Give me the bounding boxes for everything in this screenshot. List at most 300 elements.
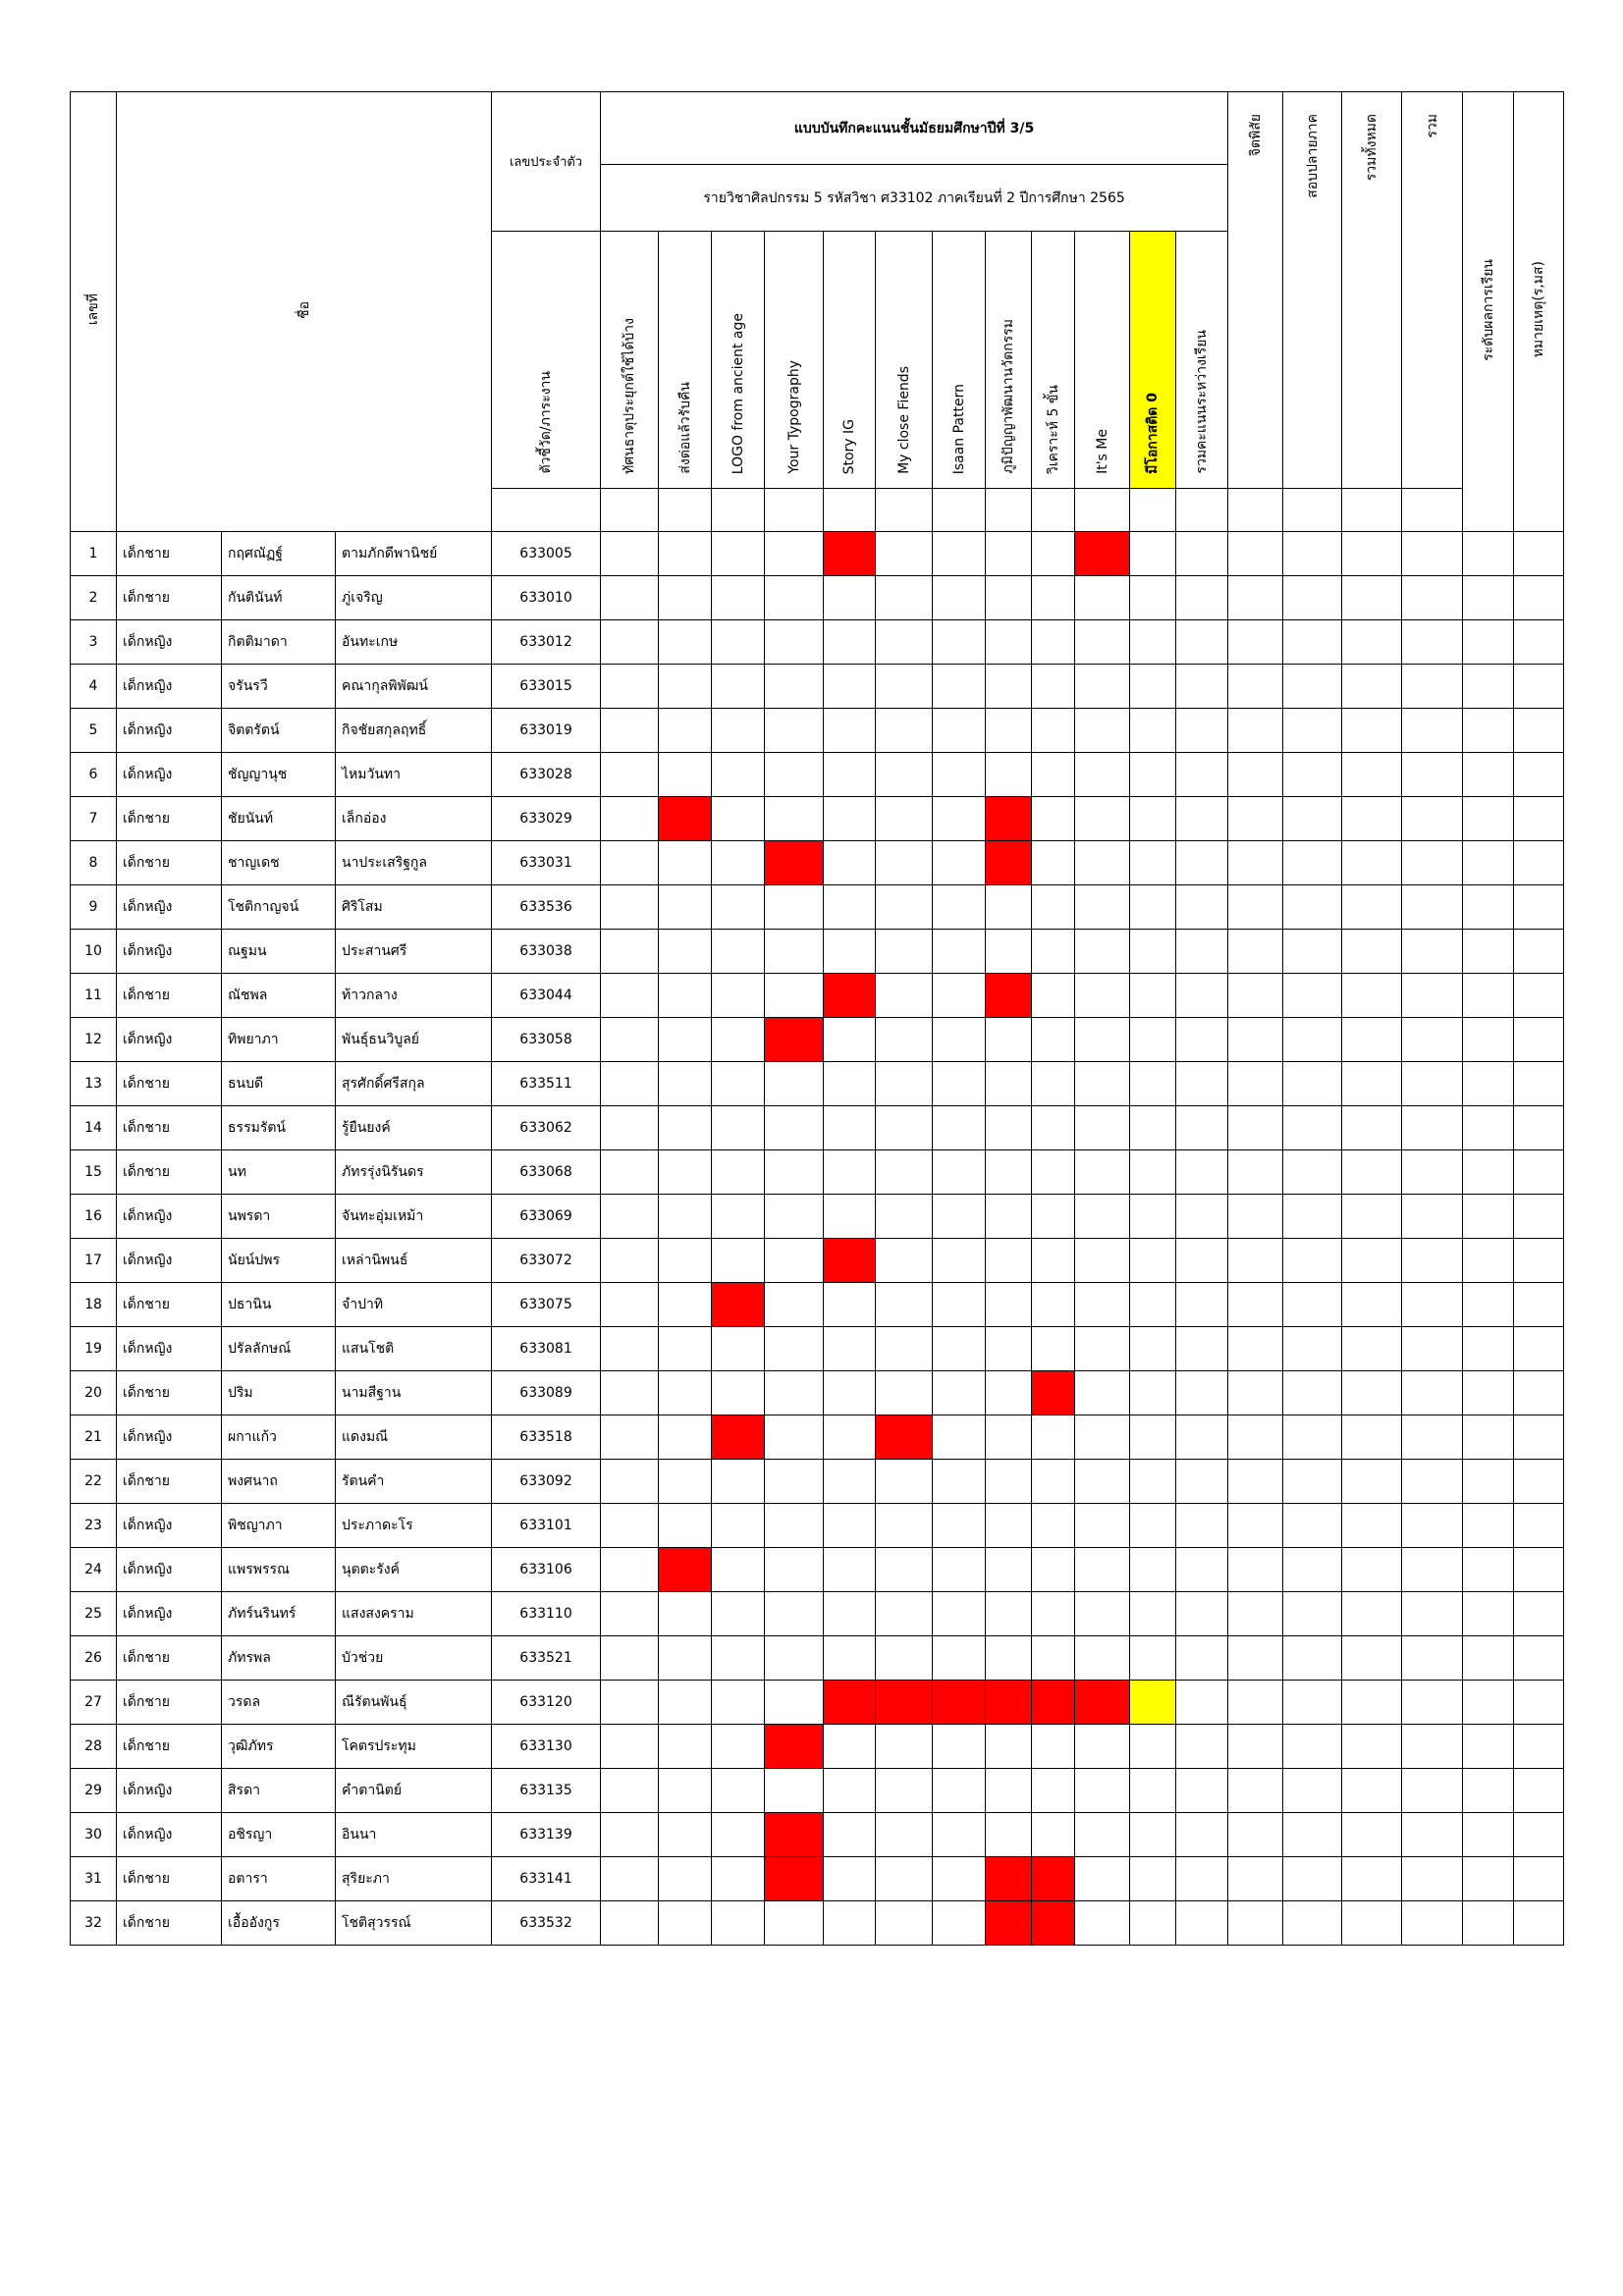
task-cell — [712, 576, 765, 620]
task-cell — [933, 1460, 986, 1504]
task-cell — [659, 1195, 712, 1239]
sheet-title: แบบบันทึกคะแนนชั้นมัธยมศึกษาปีที่ 3/5 — [601, 92, 1228, 165]
task-cell — [876, 1371, 933, 1415]
student-no: 22 — [71, 1460, 117, 1504]
task-cell — [712, 1592, 765, 1636]
task-cell — [712, 1150, 765, 1195]
at-risk-cell — [1130, 532, 1176, 576]
task-cell — [712, 1813, 765, 1857]
student-id: 633044 — [492, 974, 601, 1018]
total-cell — [1176, 885, 1228, 930]
right-cell — [1342, 1636, 1402, 1681]
task-cell — [1032, 1504, 1075, 1548]
task-cell — [876, 1283, 933, 1327]
right-cell — [1402, 1460, 1463, 1504]
right-cell — [1402, 709, 1463, 753]
right-cell — [1463, 532, 1514, 576]
task-cell — [1032, 1150, 1075, 1195]
task-cell — [1032, 1460, 1075, 1504]
right-cell — [1228, 1725, 1283, 1769]
right-cell — [1514, 1504, 1564, 1548]
total-cell — [1176, 532, 1228, 576]
table-row — [71, 665, 1564, 709]
at-risk-cell — [1130, 1106, 1176, 1150]
right-cell — [1402, 974, 1463, 1018]
student-prefix: เด็กชาย — [117, 841, 222, 885]
task-cell — [765, 1150, 824, 1195]
table-row — [71, 1725, 1564, 1769]
task-cell — [824, 1725, 876, 1769]
task-cell — [765, 1460, 824, 1504]
student-prefix: เด็กหญิง — [117, 1813, 222, 1857]
task-cell — [712, 753, 765, 797]
task-cell — [1032, 620, 1075, 665]
student-last-name: ตามภักดีพานิชย์ — [336, 532, 492, 576]
student-no: 14 — [71, 1106, 117, 1150]
task-cell — [986, 1504, 1032, 1548]
student-no: 26 — [71, 1636, 117, 1681]
student-no: 27 — [71, 1681, 117, 1725]
task-cell — [986, 1283, 1032, 1327]
at-risk-cell — [1130, 576, 1176, 620]
student-first-name: วรดล — [222, 1681, 336, 1725]
task-cell — [601, 1239, 659, 1283]
task-cell — [824, 930, 876, 974]
task-cell — [1075, 576, 1130, 620]
task-cell — [876, 1857, 933, 1901]
task-cell — [933, 930, 986, 974]
student-first-name: ภัทรพล — [222, 1636, 336, 1681]
table-row — [71, 974, 1564, 1018]
task-cell — [876, 1327, 933, 1371]
task-cell — [1075, 1106, 1130, 1150]
table-row — [71, 1327, 1564, 1371]
task-cell-missing — [1032, 1901, 1075, 1946]
task-cell — [1032, 841, 1075, 885]
task-cell — [765, 1283, 824, 1327]
student-prefix: เด็กชาย — [117, 1901, 222, 1946]
task-cell — [601, 1857, 659, 1901]
right-cell — [1228, 885, 1283, 930]
task-cell — [601, 841, 659, 885]
blank-header-cell — [1402, 489, 1463, 532]
task-cell — [765, 1548, 824, 1592]
task-cell — [601, 1813, 659, 1857]
task-cell — [601, 885, 659, 930]
at-risk-cell — [1130, 885, 1176, 930]
total-cell — [1176, 930, 1228, 974]
blank-header-cell — [1130, 489, 1176, 532]
total-cell — [1176, 974, 1228, 1018]
table-row — [71, 1548, 1564, 1592]
task-cell — [1032, 1018, 1075, 1062]
task-cell — [659, 1901, 712, 1946]
right-cell — [1228, 532, 1283, 576]
task-cell-missing — [876, 1681, 933, 1725]
right-cell — [1283, 1857, 1342, 1901]
right-cell — [1463, 1283, 1514, 1327]
task-cell — [712, 841, 765, 885]
task-cell — [933, 1901, 986, 1946]
task-cell-missing — [712, 1283, 765, 1327]
blank-header-cell — [1075, 489, 1130, 532]
student-first-name: ชาญเดช — [222, 841, 336, 885]
at-risk-cell — [1130, 1769, 1176, 1813]
task-cell — [824, 797, 876, 841]
header-right-1: สอบปลายภาค — [1283, 92, 1342, 489]
right-cell — [1514, 1018, 1564, 1062]
right-cell — [1514, 753, 1564, 797]
task-cell — [765, 753, 824, 797]
task-header-total: รวมคะแนนระหว่างเรียน — [1176, 232, 1228, 489]
task-cell — [712, 1857, 765, 1901]
task-cell — [1075, 1725, 1130, 1769]
right-cell — [1342, 576, 1402, 620]
task-cell — [824, 1195, 876, 1239]
right-cell — [1228, 1195, 1283, 1239]
right-cell — [1342, 709, 1402, 753]
at-risk-cell — [1130, 1283, 1176, 1327]
student-id: 633092 — [492, 1460, 601, 1504]
header-indicator: ตัวชี้วัด/ภาระงาน — [492, 232, 601, 489]
task-cell — [933, 885, 986, 930]
at-risk-cell — [1130, 1548, 1176, 1592]
task-cell — [765, 620, 824, 665]
right-cell — [1463, 1195, 1514, 1239]
task-cell — [1075, 797, 1130, 841]
task-cell — [986, 620, 1032, 665]
header-student-id: เลขประจำตัว — [492, 92, 601, 232]
right-cell — [1402, 753, 1463, 797]
task-cell — [601, 1460, 659, 1504]
right-cell — [1342, 1283, 1402, 1327]
right-cell — [1514, 665, 1564, 709]
right-cell — [1342, 1548, 1402, 1592]
student-no: 15 — [71, 1150, 117, 1195]
student-first-name: อชิรญา — [222, 1813, 336, 1857]
task-cell — [1032, 1592, 1075, 1636]
task-cell — [601, 1769, 659, 1813]
total-cell — [1176, 709, 1228, 753]
right-cell — [1463, 1106, 1514, 1150]
right-cell — [1463, 1725, 1514, 1769]
right-cell — [1342, 1592, 1402, 1636]
student-no: 6 — [71, 753, 117, 797]
task-cell-missing — [933, 1681, 986, 1725]
right-cell — [1402, 1327, 1463, 1371]
right-cell — [1402, 841, 1463, 885]
right-cell — [1463, 974, 1514, 1018]
task-cell-missing — [824, 1681, 876, 1725]
right-cell — [1283, 1592, 1342, 1636]
task-cell — [765, 1239, 824, 1283]
right-cell — [1402, 1415, 1463, 1460]
task-cell — [876, 930, 933, 974]
task-cell — [876, 1150, 933, 1195]
total-cell — [1176, 1460, 1228, 1504]
right-cell — [1402, 1062, 1463, 1106]
student-id: 633089 — [492, 1371, 601, 1415]
task-cell — [933, 576, 986, 620]
task-cell — [765, 709, 824, 753]
task-cell — [876, 620, 933, 665]
student-prefix: เด็กหญิง — [117, 885, 222, 930]
task-cell — [824, 841, 876, 885]
total-cell — [1176, 1150, 1228, 1195]
task-cell — [712, 1636, 765, 1681]
right-cell — [1514, 1548, 1564, 1592]
right-cell — [1228, 1239, 1283, 1283]
task-cell — [601, 620, 659, 665]
student-last-name: คณากุลพิพัฒน์ — [336, 665, 492, 709]
task-cell — [1075, 1548, 1130, 1592]
right-cell — [1463, 1636, 1514, 1681]
student-last-name: ท้าวกลาง — [336, 974, 492, 1018]
task-cell — [659, 1415, 712, 1460]
task-cell — [933, 1239, 986, 1283]
task-cell — [824, 1901, 876, 1946]
task-cell-missing — [824, 974, 876, 1018]
student-first-name: โชติกาญจน์ — [222, 885, 336, 930]
right-cell — [1514, 1415, 1564, 1460]
right-cell — [1402, 1239, 1463, 1283]
task-cell — [601, 1062, 659, 1106]
task-cell-missing — [1032, 1857, 1075, 1901]
student-prefix: เด็กชาย — [117, 1062, 222, 1106]
task-cell-missing — [986, 974, 1032, 1018]
at-risk-cell — [1130, 620, 1176, 665]
task-cell — [876, 709, 933, 753]
task-cell — [824, 1592, 876, 1636]
right-cell — [1463, 1415, 1514, 1460]
task-cell — [659, 1725, 712, 1769]
student-last-name: สุรศักดิ์ศรีสกุล — [336, 1062, 492, 1106]
task-cell — [712, 1239, 765, 1283]
student-id: 633068 — [492, 1150, 601, 1195]
right-cell — [1463, 1371, 1514, 1415]
task-cell — [876, 1813, 933, 1857]
task-cell — [601, 709, 659, 753]
right-cell — [1228, 1857, 1283, 1901]
task-cell — [1032, 1415, 1075, 1460]
student-no: 7 — [71, 797, 117, 841]
task-cell-missing — [986, 1681, 1032, 1725]
task-cell — [824, 1283, 876, 1327]
right-cell — [1283, 665, 1342, 709]
task-cell — [986, 709, 1032, 753]
total-cell — [1176, 1636, 1228, 1681]
header-name-label: ชื่อ — [296, 300, 312, 319]
table-row — [71, 1106, 1564, 1150]
task-cell — [876, 576, 933, 620]
student-last-name: เล็กอ่อง — [336, 797, 492, 841]
task-cell — [765, 1769, 824, 1813]
task-header-4: Story IG — [824, 232, 876, 489]
task-cell — [765, 1195, 824, 1239]
task-cell — [601, 1636, 659, 1681]
task-cell — [1032, 665, 1075, 709]
task-cell — [712, 1327, 765, 1371]
task-cell-missing — [986, 1857, 1032, 1901]
right-cell — [1402, 665, 1463, 709]
right-cell — [1228, 1106, 1283, 1150]
student-id: 633536 — [492, 885, 601, 930]
right-cell — [1342, 620, 1402, 665]
right-cell — [1514, 1901, 1564, 1946]
student-no: 31 — [71, 1857, 117, 1901]
student-id: 633038 — [492, 930, 601, 974]
task-cell — [986, 1239, 1032, 1283]
at-risk-cell — [1130, 1150, 1176, 1195]
right-cell — [1283, 532, 1342, 576]
task-header-7: ภูมิปัญญาพัฒนานวัตกรรม — [986, 232, 1032, 489]
right-cell — [1228, 797, 1283, 841]
task-cell — [986, 1106, 1032, 1150]
total-cell — [1176, 1195, 1228, 1239]
task-cell — [712, 709, 765, 753]
task-cell — [601, 1150, 659, 1195]
task-header-8: วิเคราะห์ 5 ขั้น — [1032, 232, 1075, 489]
right-cell — [1514, 1150, 1564, 1195]
right-cell — [1342, 1062, 1402, 1106]
student-first-name: ผกาแก้ว — [222, 1415, 336, 1460]
at-risk-cell — [1130, 930, 1176, 974]
header-name — [117, 92, 492, 532]
task-cell — [1075, 1415, 1130, 1460]
table-row — [71, 532, 1564, 576]
task-cell — [601, 1327, 659, 1371]
task-cell — [933, 841, 986, 885]
table-row — [71, 1150, 1564, 1195]
right-cell — [1228, 576, 1283, 620]
student-prefix: เด็กหญิง — [117, 1327, 222, 1371]
task-cell — [765, 1504, 824, 1548]
task-cell — [659, 709, 712, 753]
student-prefix: เด็กหญิง — [117, 620, 222, 665]
student-first-name: กันตินันท์ — [222, 576, 336, 620]
right-cell — [1283, 576, 1342, 620]
task-cell — [712, 1195, 765, 1239]
right-cell — [1228, 620, 1283, 665]
right-cell — [1283, 1150, 1342, 1195]
student-prefix: เด็กหญิง — [117, 753, 222, 797]
student-last-name: รัตนคำ — [336, 1460, 492, 1504]
student-first-name: พิชญาภา — [222, 1504, 336, 1548]
student-last-name: นาประเสริฐกูล — [336, 841, 492, 885]
student-no: 4 — [71, 665, 117, 709]
task-cell — [1032, 1283, 1075, 1327]
right-cell — [1514, 1327, 1564, 1371]
task-cell — [1032, 576, 1075, 620]
at-risk-cell — [1130, 1592, 1176, 1636]
table-row — [71, 885, 1564, 930]
task-cell — [712, 1371, 765, 1415]
task-cell — [1075, 1371, 1130, 1415]
at-risk-cell — [1130, 665, 1176, 709]
task-cell — [659, 1769, 712, 1813]
task-cell — [1075, 753, 1130, 797]
task-cell — [986, 1150, 1032, 1195]
task-cell — [601, 665, 659, 709]
blank-header-cell — [1032, 489, 1075, 532]
task-cell — [659, 1813, 712, 1857]
task-cell — [824, 1327, 876, 1371]
task-cell — [1075, 1239, 1130, 1283]
task-cell-missing — [1075, 532, 1130, 576]
task-cell — [1075, 1195, 1130, 1239]
task-cell — [933, 1062, 986, 1106]
right-cell — [1402, 930, 1463, 974]
student-id: 633518 — [492, 1415, 601, 1460]
task-cell — [601, 1681, 659, 1725]
task-cell — [824, 1371, 876, 1415]
table-row — [71, 576, 1564, 620]
task-cell — [1075, 1636, 1130, 1681]
at-risk-cell — [1130, 1857, 1176, 1901]
task-cell — [933, 1592, 986, 1636]
student-id: 633069 — [492, 1195, 601, 1239]
task-cell-missing — [765, 1813, 824, 1857]
task-cell — [933, 620, 986, 665]
student-last-name: รู้ยืนยงค์ — [336, 1106, 492, 1150]
right-cell — [1514, 974, 1564, 1018]
table-row — [71, 1283, 1564, 1327]
task-cell — [659, 1150, 712, 1195]
table-row — [71, 1195, 1564, 1239]
student-prefix: เด็กชาย — [117, 1371, 222, 1415]
student-first-name: ชัญญานุช — [222, 753, 336, 797]
blank-header-cell — [876, 489, 933, 532]
task-cell — [933, 709, 986, 753]
right-cell — [1283, 1062, 1342, 1106]
student-prefix: เด็กชาย — [117, 1283, 222, 1327]
student-first-name: นท — [222, 1150, 336, 1195]
student-first-name: จรันรวี — [222, 665, 336, 709]
task-cell-missing — [824, 532, 876, 576]
task-cell — [765, 532, 824, 576]
task-cell — [712, 1769, 765, 1813]
task-cell — [933, 753, 986, 797]
task-cell — [876, 753, 933, 797]
task-header-3: Your Typography — [765, 232, 824, 489]
task-cell — [986, 1548, 1032, 1592]
student-last-name: นุตตะรังค์ — [336, 1548, 492, 1592]
student-prefix: เด็กหญิง — [117, 1415, 222, 1460]
right-cell — [1283, 1327, 1342, 1371]
right-cell — [1228, 930, 1283, 974]
right-cell — [1228, 1283, 1283, 1327]
header-right-3: รวม — [1402, 92, 1463, 489]
student-no: 11 — [71, 974, 117, 1018]
student-no: 32 — [71, 1901, 117, 1946]
task-cell — [986, 532, 1032, 576]
task-cell — [876, 1725, 933, 1769]
task-cell-missing — [986, 797, 1032, 841]
student-last-name: ประภาดะโร — [336, 1504, 492, 1548]
right-cell — [1283, 1548, 1342, 1592]
task-cell — [765, 1106, 824, 1150]
right-cell — [1228, 1548, 1283, 1592]
task-cell — [659, 1636, 712, 1681]
task-cell — [1075, 1857, 1130, 1901]
sheet-subtitle: รายวิชาศิลปกรรม 5 รหัสวิชา ศ33102 ภาคเรียนที่ 2 ปีการศึกษา 2565 — [601, 165, 1228, 232]
right-cell — [1228, 1018, 1283, 1062]
student-prefix: เด็กชาย — [117, 1106, 222, 1150]
task-cell — [659, 841, 712, 885]
right-cell — [1228, 709, 1283, 753]
task-cell — [876, 1548, 933, 1592]
student-id: 633072 — [492, 1239, 601, 1283]
